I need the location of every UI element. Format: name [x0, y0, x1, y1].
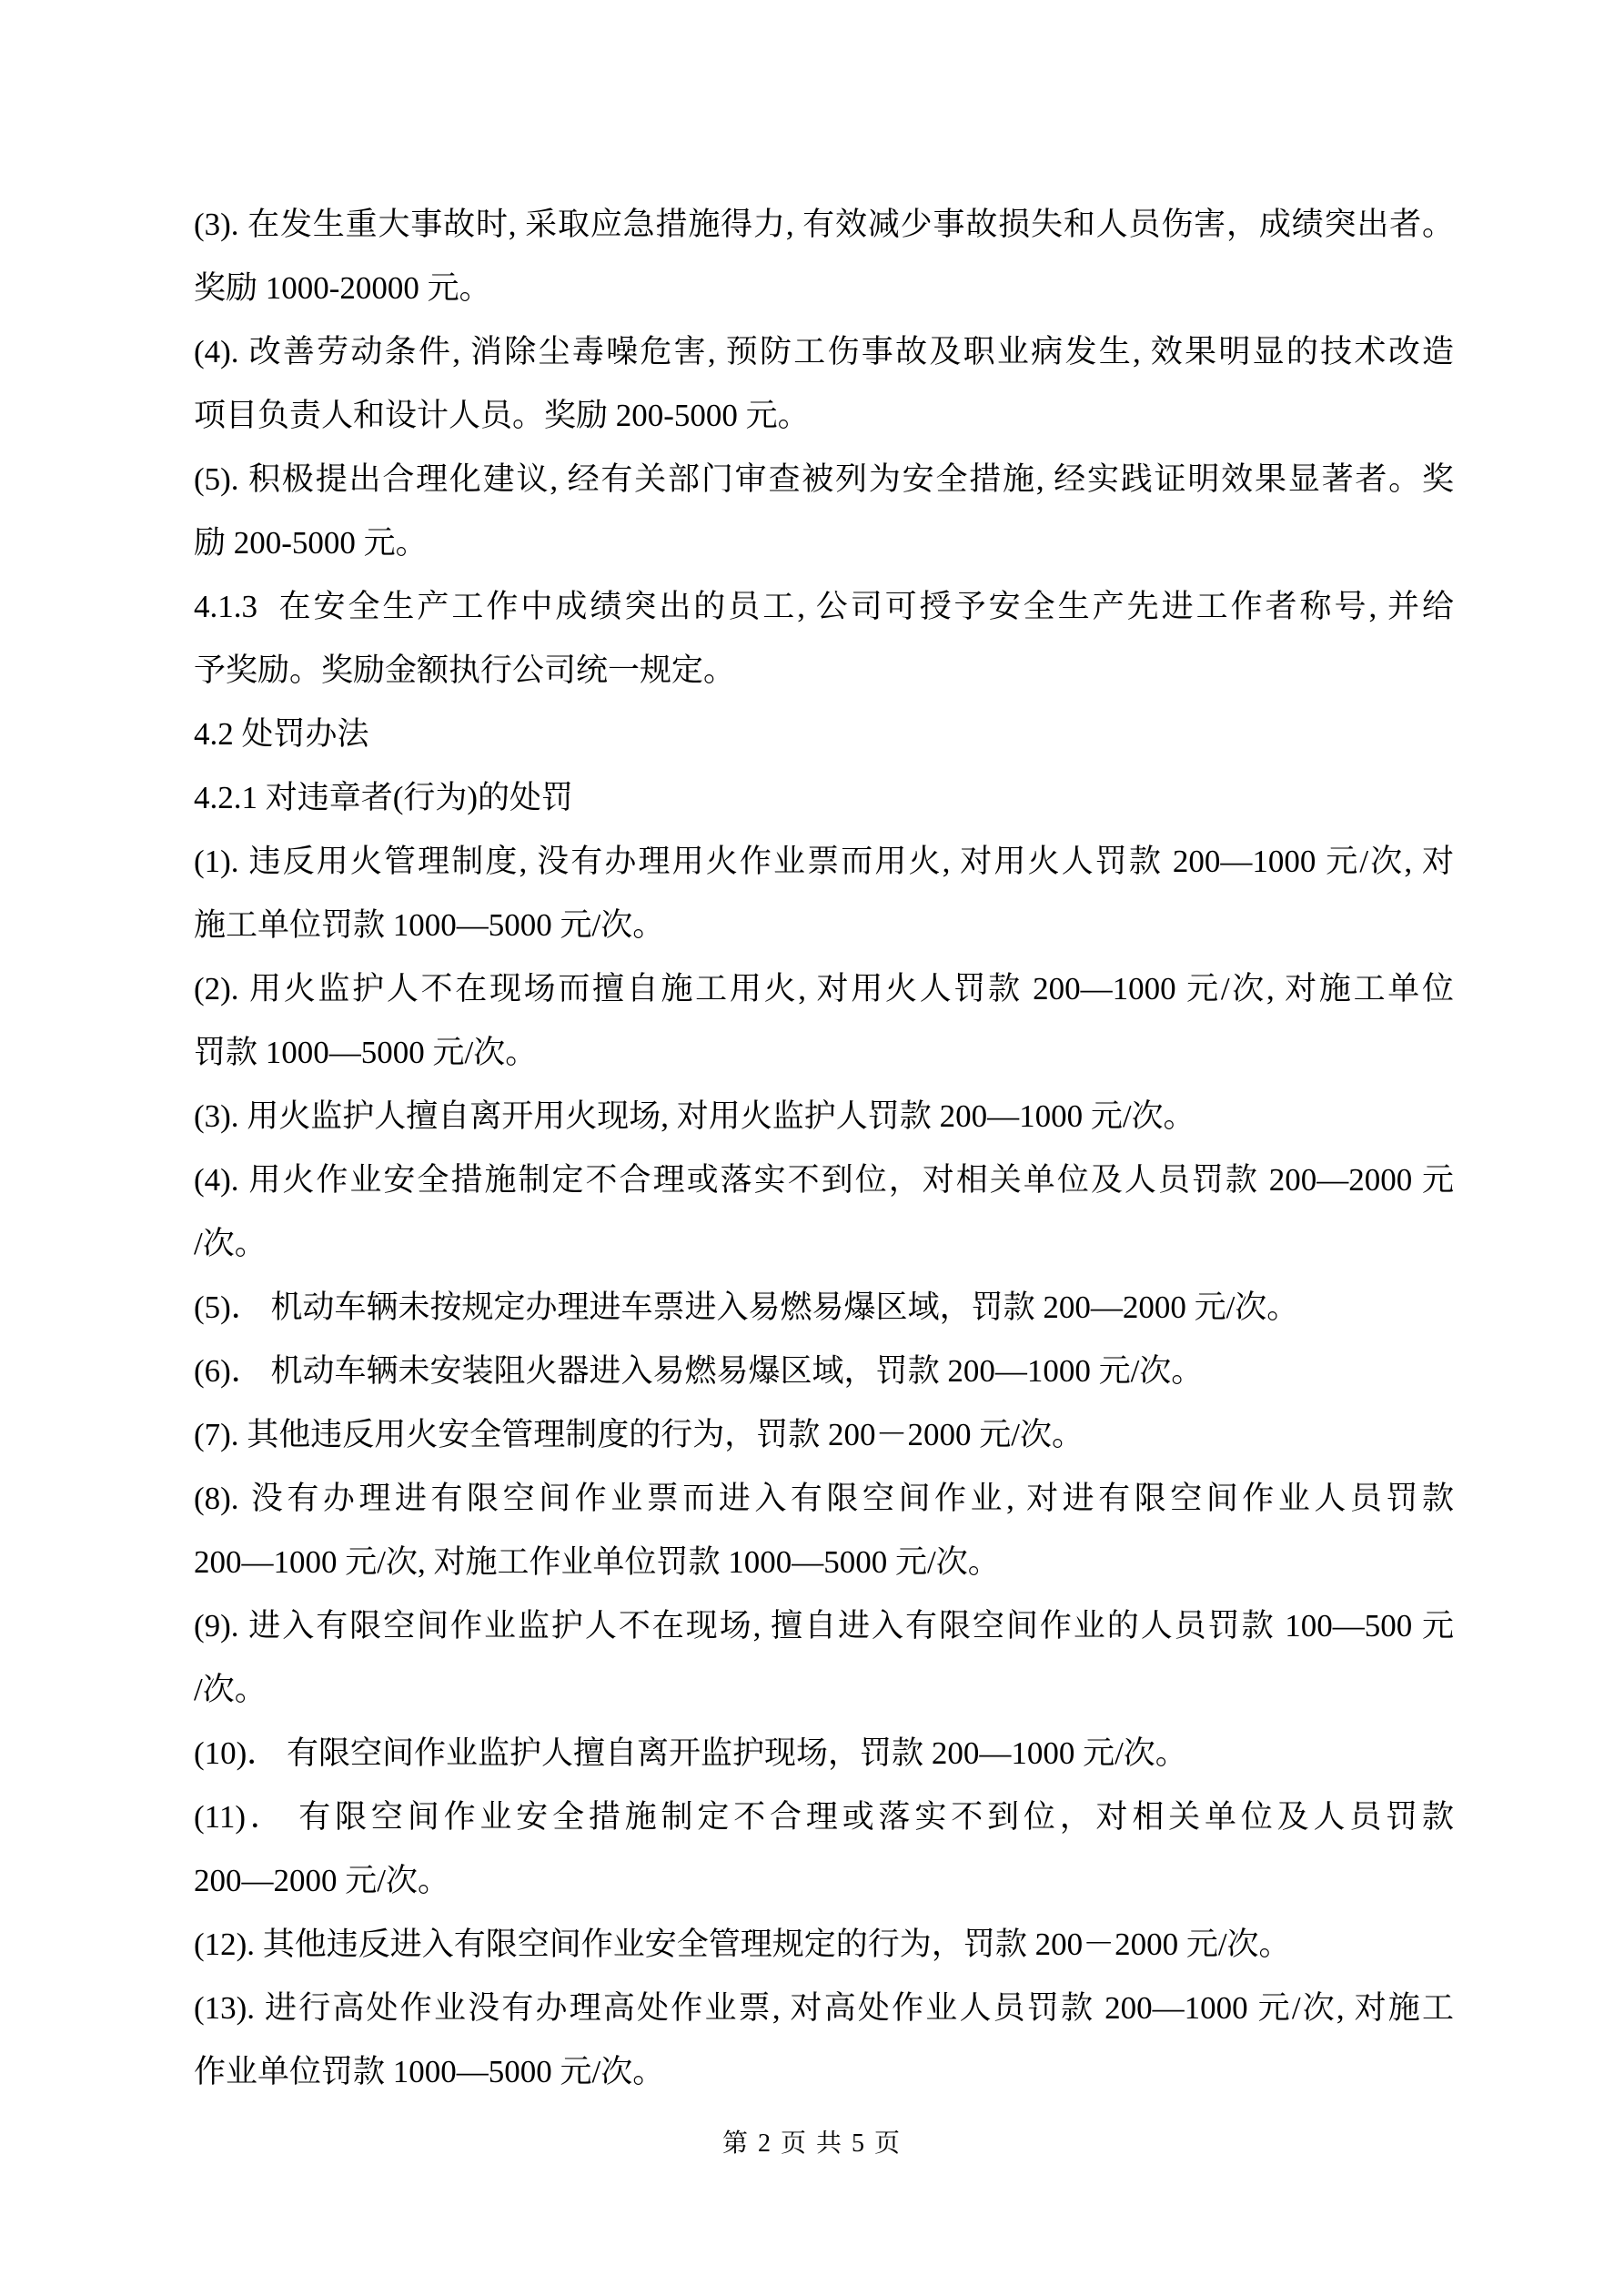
text-line: 4.2.1 对违章者(行为)的处罚	[194, 780, 574, 815]
text-line: 作业单位罚款 1000—5000 元/次。	[194, 2054, 665, 2089]
text-line: 200—2000 元/次。	[194, 1863, 449, 1898]
text-line: /次。	[194, 1672, 267, 1707]
text-line: (1). 违反用火管理制度, 没有办理用火作业票而用火, 对用火人罚款 200—1000 元/次, 对	[194, 844, 1454, 879]
text-line: (10)． 有限空间作业监护人擅自离开监护现场，罚款 200—1000 元/次。	[194, 1735, 1187, 1771]
text-line: 励 200-5000 元。	[194, 525, 428, 561]
text-line: (3). 用火监护人擅自离开用火现场, 对用火监护人罚款 200—1000 元/次。	[194, 1098, 1195, 1134]
text-line: 项目负责人和设计人员。奖励 200-5000 元。	[194, 398, 810, 433]
text-line: (6)． 机动车辆未安装阻火器进入易燃易爆区域，罚款 200—1000 元/次。	[194, 1353, 1204, 1389]
text-line: 奖励 1000-20000 元。	[194, 270, 491, 306]
text-line: (9). 进入有限空间作业监护人不在现场, 擅自进入有限空间作业的人员罚款 100—500 元	[194, 1608, 1454, 1644]
text-line: 予奖励。奖励金额执行公司统一规定。	[194, 652, 736, 688]
text-line: (3). 在发生重大事故时, 采取应急措施得力, 有效减少事故损失和人员伤害，成绩突出者。	[194, 207, 1454, 242]
text-line: (2). 用火监护人不在现场而擅自施工用火, 对用火人罚款 200—1000 元/次, 对施工单位	[194, 971, 1454, 1006]
text-line: (12). 其他违反进入有限空间作业安全管理规定的行为，罚款 200－2000 元/次。	[194, 1927, 1291, 1962]
text-line: (7). 其他违反用火安全管理制度的行为，罚款 200－2000 元/次。	[194, 1417, 1084, 1452]
text-line: 施工单位罚款 1000—5000 元/次。	[194, 907, 665, 943]
text-line: (5)． 机动车辆未按规定办理进车票进入易燃易爆区域，罚款 200—2000 元/次。	[194, 1290, 1299, 1325]
text-line: 4.1.3 在安全生产工作中成绩突出的员工, 公司可授予安全生产先进工作者称号, 并给	[194, 589, 1454, 624]
text-line: (13). 进行高处作业没有办理高处作业票, 对高处作业人员罚款 200—1000 元/次, 对施工	[194, 1990, 1454, 2026]
text-line: /次。	[194, 1226, 267, 1261]
text-line: 200—1000 元/次, 对施工作业单位罚款 1000—5000 元/次。	[194, 1544, 1000, 1580]
text-line: (5). 积极提出合理化建议, 经有关部门审查被列为安全措施, 经实践证明效果显著者。奖	[194, 461, 1454, 497]
text-line: (4). 用火作业安全措施制定不合理或落实不到位，对相关单位及人员罚款 200—2000 元	[194, 1162, 1454, 1198]
text-line: (8). 没有办理进有限空间作业票而进入有限空间作业, 对进有限空间作业人员罚款	[194, 1481, 1454, 1516]
page-footer: 第 2 页 共 5 页	[721, 2129, 902, 2158]
text-line: (4). 改善劳动条件, 消除尘毒噪危害, 预防工伤事故及职业病发生, 效果明显的技术改造	[194, 334, 1454, 369]
text-line: (11)． 有限空间作业安全措施制定不合理或落实不到位，对相关单位及人员罚款	[194, 1799, 1454, 1835]
document-body	[194, 193, 1454, 2104]
text-line: 4.2 处罚办法	[194, 716, 369, 752]
text-line: 罚款 1000—5000 元/次。	[194, 1035, 538, 1070]
